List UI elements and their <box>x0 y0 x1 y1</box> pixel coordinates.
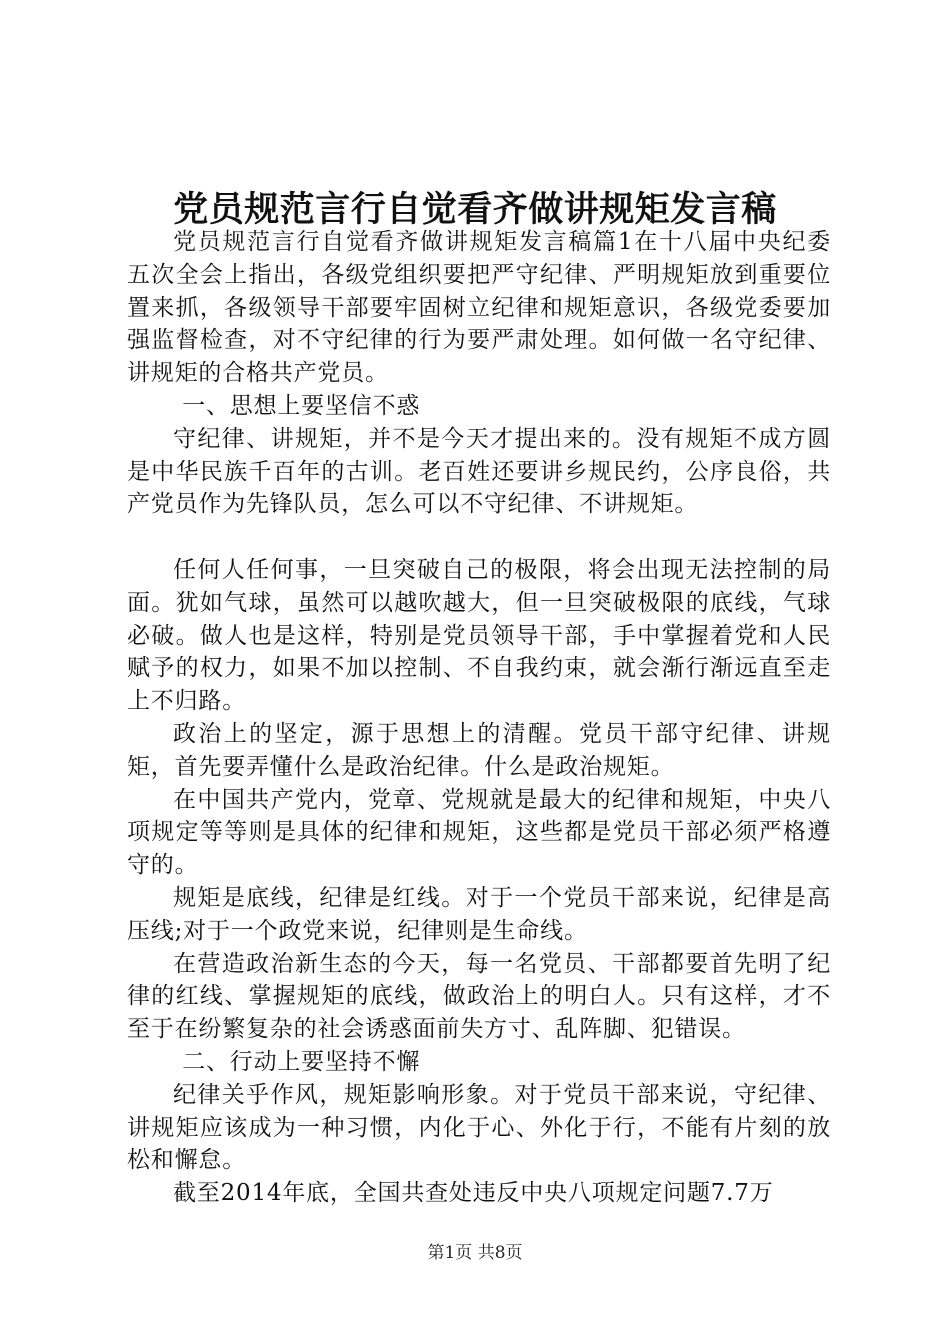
paragraph: 纪律关乎作风，规矩影响形象。对于党员干部来说，守纪律、讲规矩应该成为一种习惯，内化于心、外化于行，不能有片刻的放松和懈怠。 <box>127 1081 831 1174</box>
paragraph: 在中国共产党内，党章、党规就是最大的纪律和规矩，中央八项规定等等则是具体的纪律和规矩，这些都是党员干部必须严格遵守的。 <box>127 786 831 879</box>
page-footer: 第1页 共8页 <box>427 1243 523 1263</box>
paragraph-intro: 党员规范言行自觉看齐做讲规矩发言稿篇1在十八届中央纪委五次全会上指出，各级党组织要把严守纪律、严明规矩放到重要位置来抓，各级领导干部要牢固树立纪律和规矩意识，各级党委要加强监督检查，对不守纪律的行为要严肃处理。如何做一名守纪律、讲规矩的合格共产党员。 <box>127 229 831 387</box>
paragraph: 政治上的坚定，源于思想上的清醒。党员干部守纪律、讲规矩，首先要弄懂什么是政治纪律。什么是政治规矩。 <box>127 720 831 780</box>
paragraph: 任何人任何事，一旦突破自己的极限，将会出现无法控制的局面。犹如气球，虽然可以越吹越大，但一旦突破极限的底线，气球必破。做人也是这样，特别是党员领导干部，手中掌握着党和人民赋予的权力，如果不加以控制、不自我约束，就会渐行渐远直至走上不归路。 <box>127 556 831 715</box>
document-title: 党员规范言行自觉看齐做讲规矩发言稿 <box>173 189 777 230</box>
paragraph: 在营造政治新生态的今天，每一名党员、干部都要首先明了纪律的红线、掌握规矩的底线，做政治上的明白人。只有这样，才不至于在纷繁复杂的社会诱惑面前失方寸、乱阵脚、犯错误。 <box>127 950 831 1043</box>
paragraph: 截至2014年底，全国共查处违反中央八项规定问题7.7万 <box>173 1180 774 1207</box>
section-heading-1: 一、思想上要坚信不惑 <box>182 392 421 419</box>
paragraph: 守纪律、讲规矩，并不是今天才提出来的。没有规矩不成方圆是中华民族千百年的古训。老百姓还要讲乡规民约，公序良俗，共产党员作为先锋队员，怎么可以不守纪律、不讲规矩。 <box>127 425 831 518</box>
section-heading-2: 二、行动上要坚持不懈 <box>182 1048 421 1075</box>
paragraph: 规矩是底线，纪律是红线。对于一个党员干部来说，纪律是高压线;对于一个政党来说，纪律则是生命线。 <box>127 884 831 944</box>
document-body <box>127 226 831 1210</box>
blank-line <box>127 521 831 554</box>
